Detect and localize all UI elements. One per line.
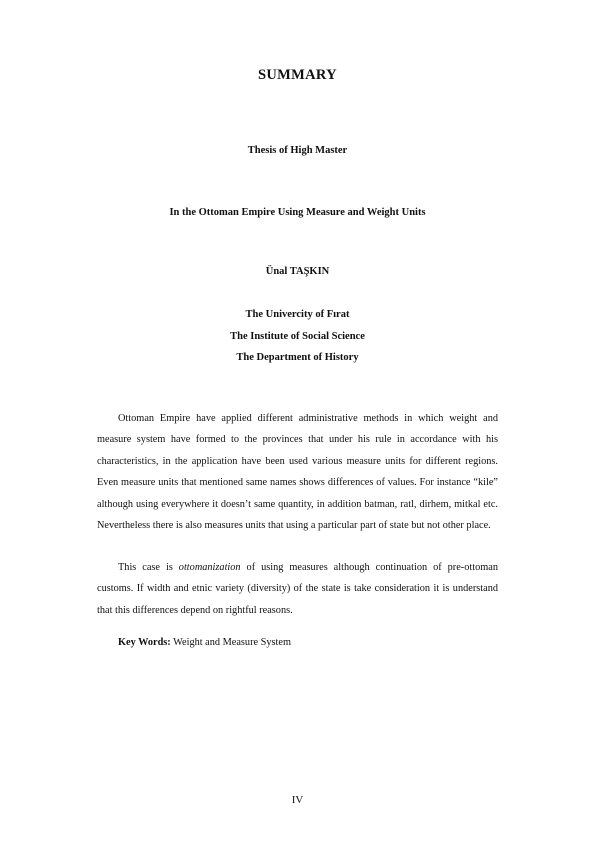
thesis-type: Thesis of High Master: [247, 145, 348, 156]
page-title: SUMMARY: [258, 67, 337, 83]
author-name: Ünal TAŞKIN: [265, 266, 330, 277]
page-number: IV: [291, 794, 304, 806]
summary-paragraph-1: Ottoman Empire have applied different administrative methods in which weight and measure system have formed to the provinces that under his rule in accordance with his characteristics, in the application have been used various measure units for different regions. Even measure units that mentioned same names shows differences of values. For instance “kile” although using everywhere it doesn’t same quantity, in addition batman, ratl, dirhem, mitkal etc. Nevertheless there is also measures units that using a particular part of state but not other place.: [97, 413, 498, 532]
paragraph-2-rest: of using measures although continuation of pre-ottoman customs. If width and etnic variety (diversity) of the state is take consideration it is understand that this differences depend on rightful reasons.: [97, 562, 498, 616]
paragraph-2-lead: This case is: [118, 562, 179, 573]
keywords-label: Key Words:: [118, 637, 171, 648]
keywords-line: [118, 637, 291, 648]
paragraph-2-emphasis: ottomanization: [178, 562, 241, 573]
department-name: The Department of History: [236, 352, 359, 363]
keywords-value: Weight and Measure System: [170, 637, 291, 648]
thesis-title: In the Ottoman Empire Using Measure and Weight Units: [169, 207, 426, 218]
institute-name: The Institute of Social Science: [230, 331, 365, 342]
summary-paragraph-2: [97, 557, 498, 621]
university-name: The Univercity of Fırat: [245, 309, 350, 320]
